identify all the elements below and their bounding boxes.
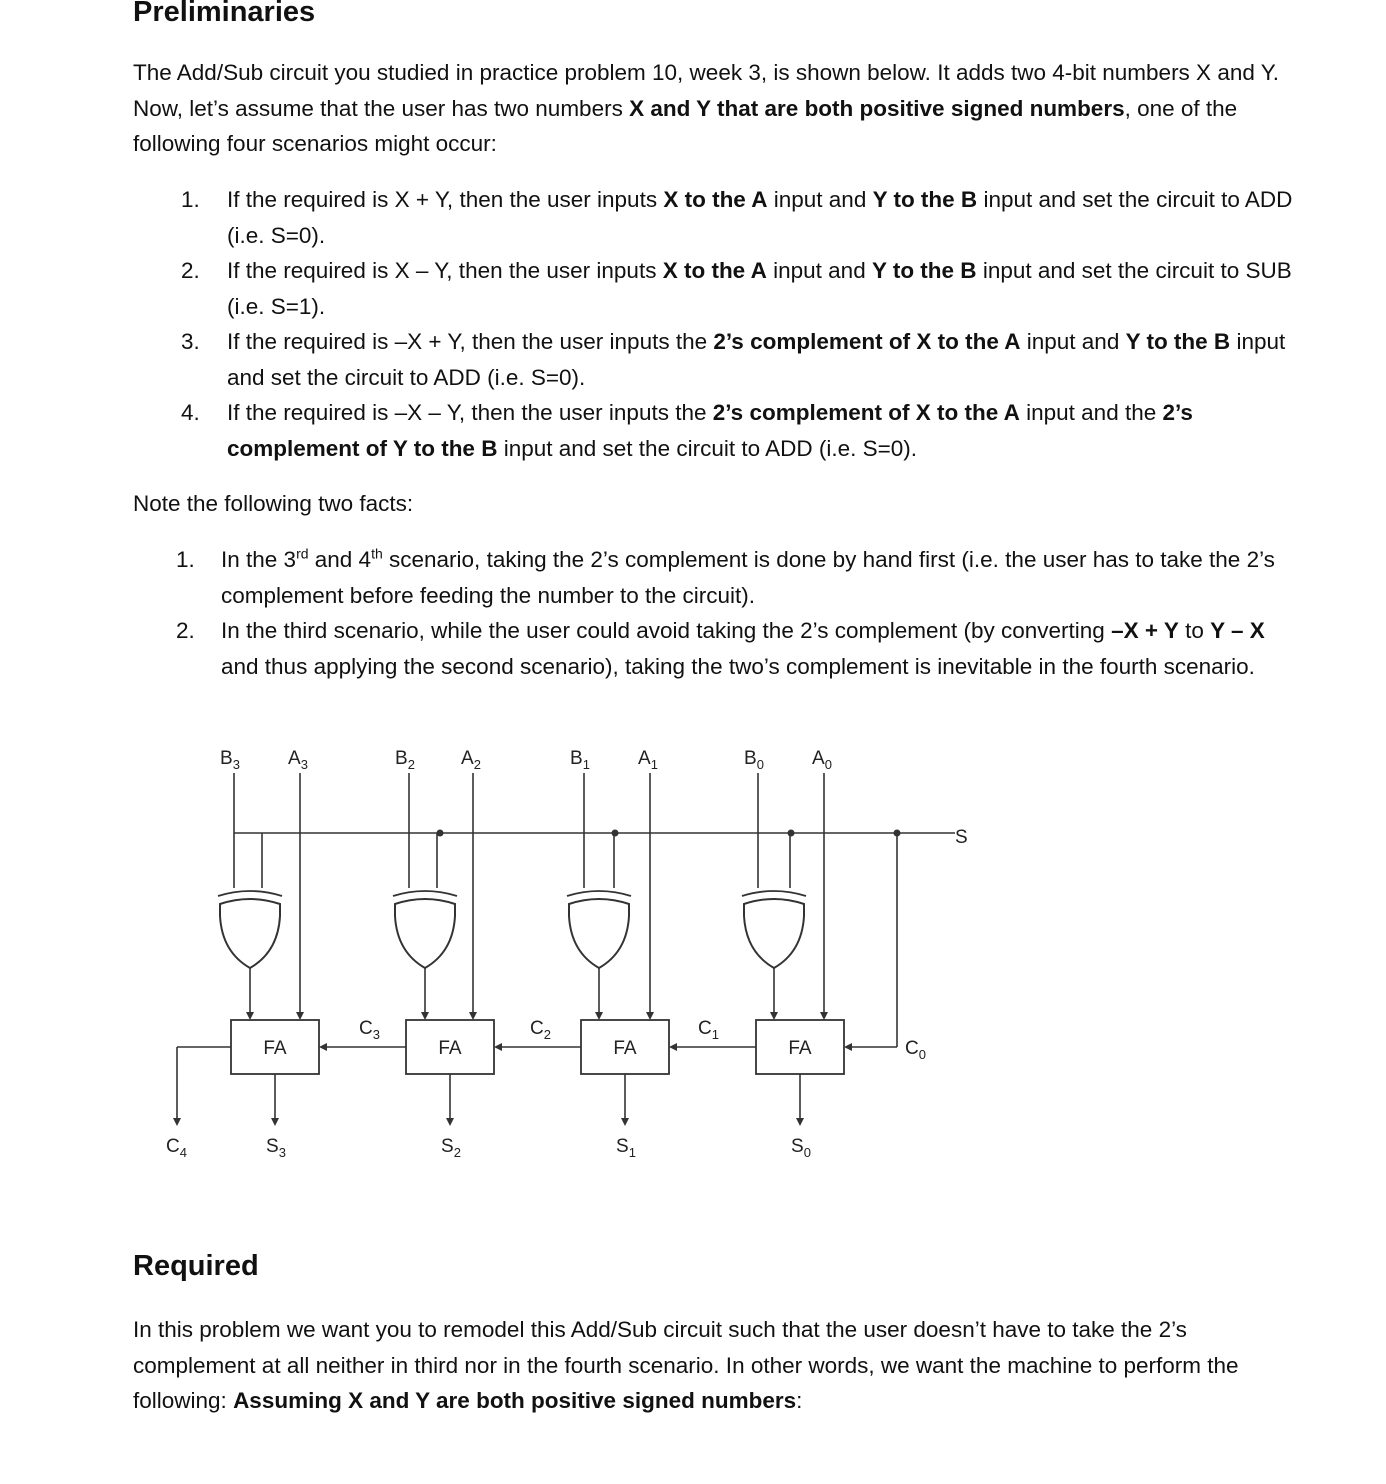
xor-gate-icon (220, 899, 280, 968)
scenario-text: input and (766, 258, 872, 283)
scenario-number: 4. (181, 400, 200, 425)
carry-label: $C_1$ (698, 1018, 719, 1042)
preliminaries-heading: Preliminaries (133, 0, 316, 28)
a-input-arrow (296, 1012, 304, 1020)
control-label-s: S (955, 827, 968, 848)
scenario-text: If the required is X – Y, then the user inputs (227, 258, 663, 283)
a-input-label: $A_3$ (288, 748, 308, 772)
scenario-text: input and set the circuit to ADD (i.e. S=0). (227, 329, 1286, 390)
superscript-th: th (371, 545, 383, 562)
b-input-label: $B_1$ (570, 748, 590, 772)
junction-dot (788, 830, 795, 837)
xor-gate-back-arc (218, 891, 282, 896)
superscript-rd: rd (296, 545, 309, 562)
scenario-text: input and the (1019, 400, 1163, 425)
scenario-text: If the required is –X – Y, then the user inputs the (227, 400, 713, 425)
xor-gate-icon (744, 899, 804, 968)
b-input-label: $B_0$ (744, 748, 764, 772)
full-adder-label: FA (613, 1038, 637, 1059)
sum-label: $S_2$ (441, 1136, 461, 1160)
carry-out-label: $C_4$ (166, 1136, 187, 1160)
fact-text: and thus applying the second scenario), taking the two’s complement is inevitable in the fourth scenario. (221, 653, 1255, 679)
carry-label: $C_2$ (530, 1018, 551, 1042)
scenario-text: input and (1020, 329, 1126, 354)
scenario-bold: 2’s complement of X to the A (712, 400, 1020, 425)
xor-gate-icon (395, 899, 455, 968)
xor-gate-back-arc (567, 891, 631, 896)
scenario-bold: Y to the B (1125, 329, 1231, 354)
scenario-bold: Y to the B (872, 187, 978, 212)
full-adder-label: FA (438, 1038, 462, 1059)
scenario-bold: 2’s complement of Y to the B (227, 400, 1193, 461)
scenario-number: 3. (181, 329, 200, 354)
intro-text-2: , one of the following four scenarios might occur: (133, 95, 1238, 156)
intro-text-1: The Add/Sub circuit you studied in practice problem 10, week 3, is shown below. It adds two 4-bit numbers X and Y. Now, let’s assume that the user has two numbers (133, 60, 1280, 121)
carry-in-label: $C_0$ (905, 1038, 926, 1062)
a-input-arrow (646, 1012, 654, 1020)
fact-text: and 4 (308, 547, 372, 572)
required-bold: Assuming X and Y are both positive signed numbers (233, 1388, 797, 1413)
a-input-arrow (820, 1012, 828, 1020)
required-paragraph (133, 1312, 1293, 1419)
sum-output-arrow (446, 1118, 454, 1126)
scenario-bold: Y to the B (871, 258, 977, 283)
scenario-bold: X to the A (662, 258, 767, 283)
xor-output-arrow (595, 1012, 603, 1020)
carry-in-arrow (844, 1043, 852, 1051)
carry-arrow (319, 1043, 327, 1051)
carry-arrow (494, 1043, 502, 1051)
fact-number: 1. (176, 547, 195, 572)
required-text: In this problem we want you to remodel this Add/Sub circuit such that the user doesn’t have to take the 2’s complement at all neither in third nor in the fourth scenario. In other words, we want the machine to perform the following: (133, 1317, 1239, 1413)
xor-gate-icon (569, 899, 629, 968)
sum-output-arrow (271, 1118, 279, 1126)
fact-bold: –X + Y (1111, 618, 1179, 643)
sum-label: $S_1$ (616, 1136, 636, 1160)
b-input-label: $B_3$ (220, 748, 240, 772)
scenario-bold: X to the A (663, 187, 768, 212)
fact-text: In the 3 (221, 547, 297, 572)
junction-dot (612, 830, 619, 837)
xor-output-arrow (421, 1012, 429, 1020)
xor-output-arrow (246, 1012, 254, 1020)
full-adder-label: FA (788, 1038, 812, 1059)
sum-output-arrow (621, 1118, 629, 1126)
sum-output-arrow (796, 1118, 804, 1126)
scenario-bold: 2’s complement of X to the A (713, 329, 1021, 354)
carry-label: $C_3$ (359, 1018, 380, 1042)
scenario-text: input and set the circuit to ADD (i.e. S=0). (227, 187, 1293, 248)
full-adder-label: FA (263, 1038, 287, 1059)
a-input-arrow (469, 1012, 477, 1020)
fact-text: In the third scenario, while the user could avoid taking the 2’s complement (by converting (221, 618, 1112, 643)
carry-out-arrow (173, 1118, 181, 1126)
scenario-text: If the required is X + Y, then the user inputs (227, 187, 664, 212)
a-input-label: $A_1$ (638, 748, 658, 772)
required-text-end: : (796, 1388, 803, 1413)
sum-label: $S_0$ (791, 1136, 811, 1160)
carry-arrow (669, 1043, 677, 1051)
scenario-number: 1. (181, 187, 200, 212)
a-input-label: $A_0$ (812, 748, 832, 772)
xor-gate-back-arc (742, 891, 806, 896)
sum-label: $S_3$ (266, 1136, 286, 1160)
facts-intro: Note the following two facts: (133, 491, 414, 516)
scenario-number: 2. (181, 258, 200, 283)
fact-text: to (1178, 618, 1211, 643)
scenario-text: If the required is –X + Y, then the user inputs the (227, 329, 714, 354)
scenario-text: input and (767, 187, 873, 212)
required-heading: Required (133, 1250, 259, 1282)
fact-bold: Y – X (1210, 618, 1265, 643)
b-input-label: $B_2$ (395, 748, 415, 772)
fact-number: 2. (176, 618, 195, 643)
a-input-label: $A_2$ (461, 748, 481, 772)
fact-text: scenario, taking the 2’s complement is done by hand first (i.e. the user has to take the 2’s complement before feeding the number to the circuit). (221, 547, 1275, 608)
xor-gate-back-arc (393, 891, 457, 896)
scenario-text: input and set the circuit to ADD (i.e. S=0). (497, 435, 918, 461)
scenario-text: input and set the circuit to SUB (i.e. S=1). (227, 258, 1292, 319)
intro-bold: X and Y that are both positive signed numbers (629, 95, 1125, 121)
xor-output-arrow (770, 1012, 778, 1020)
